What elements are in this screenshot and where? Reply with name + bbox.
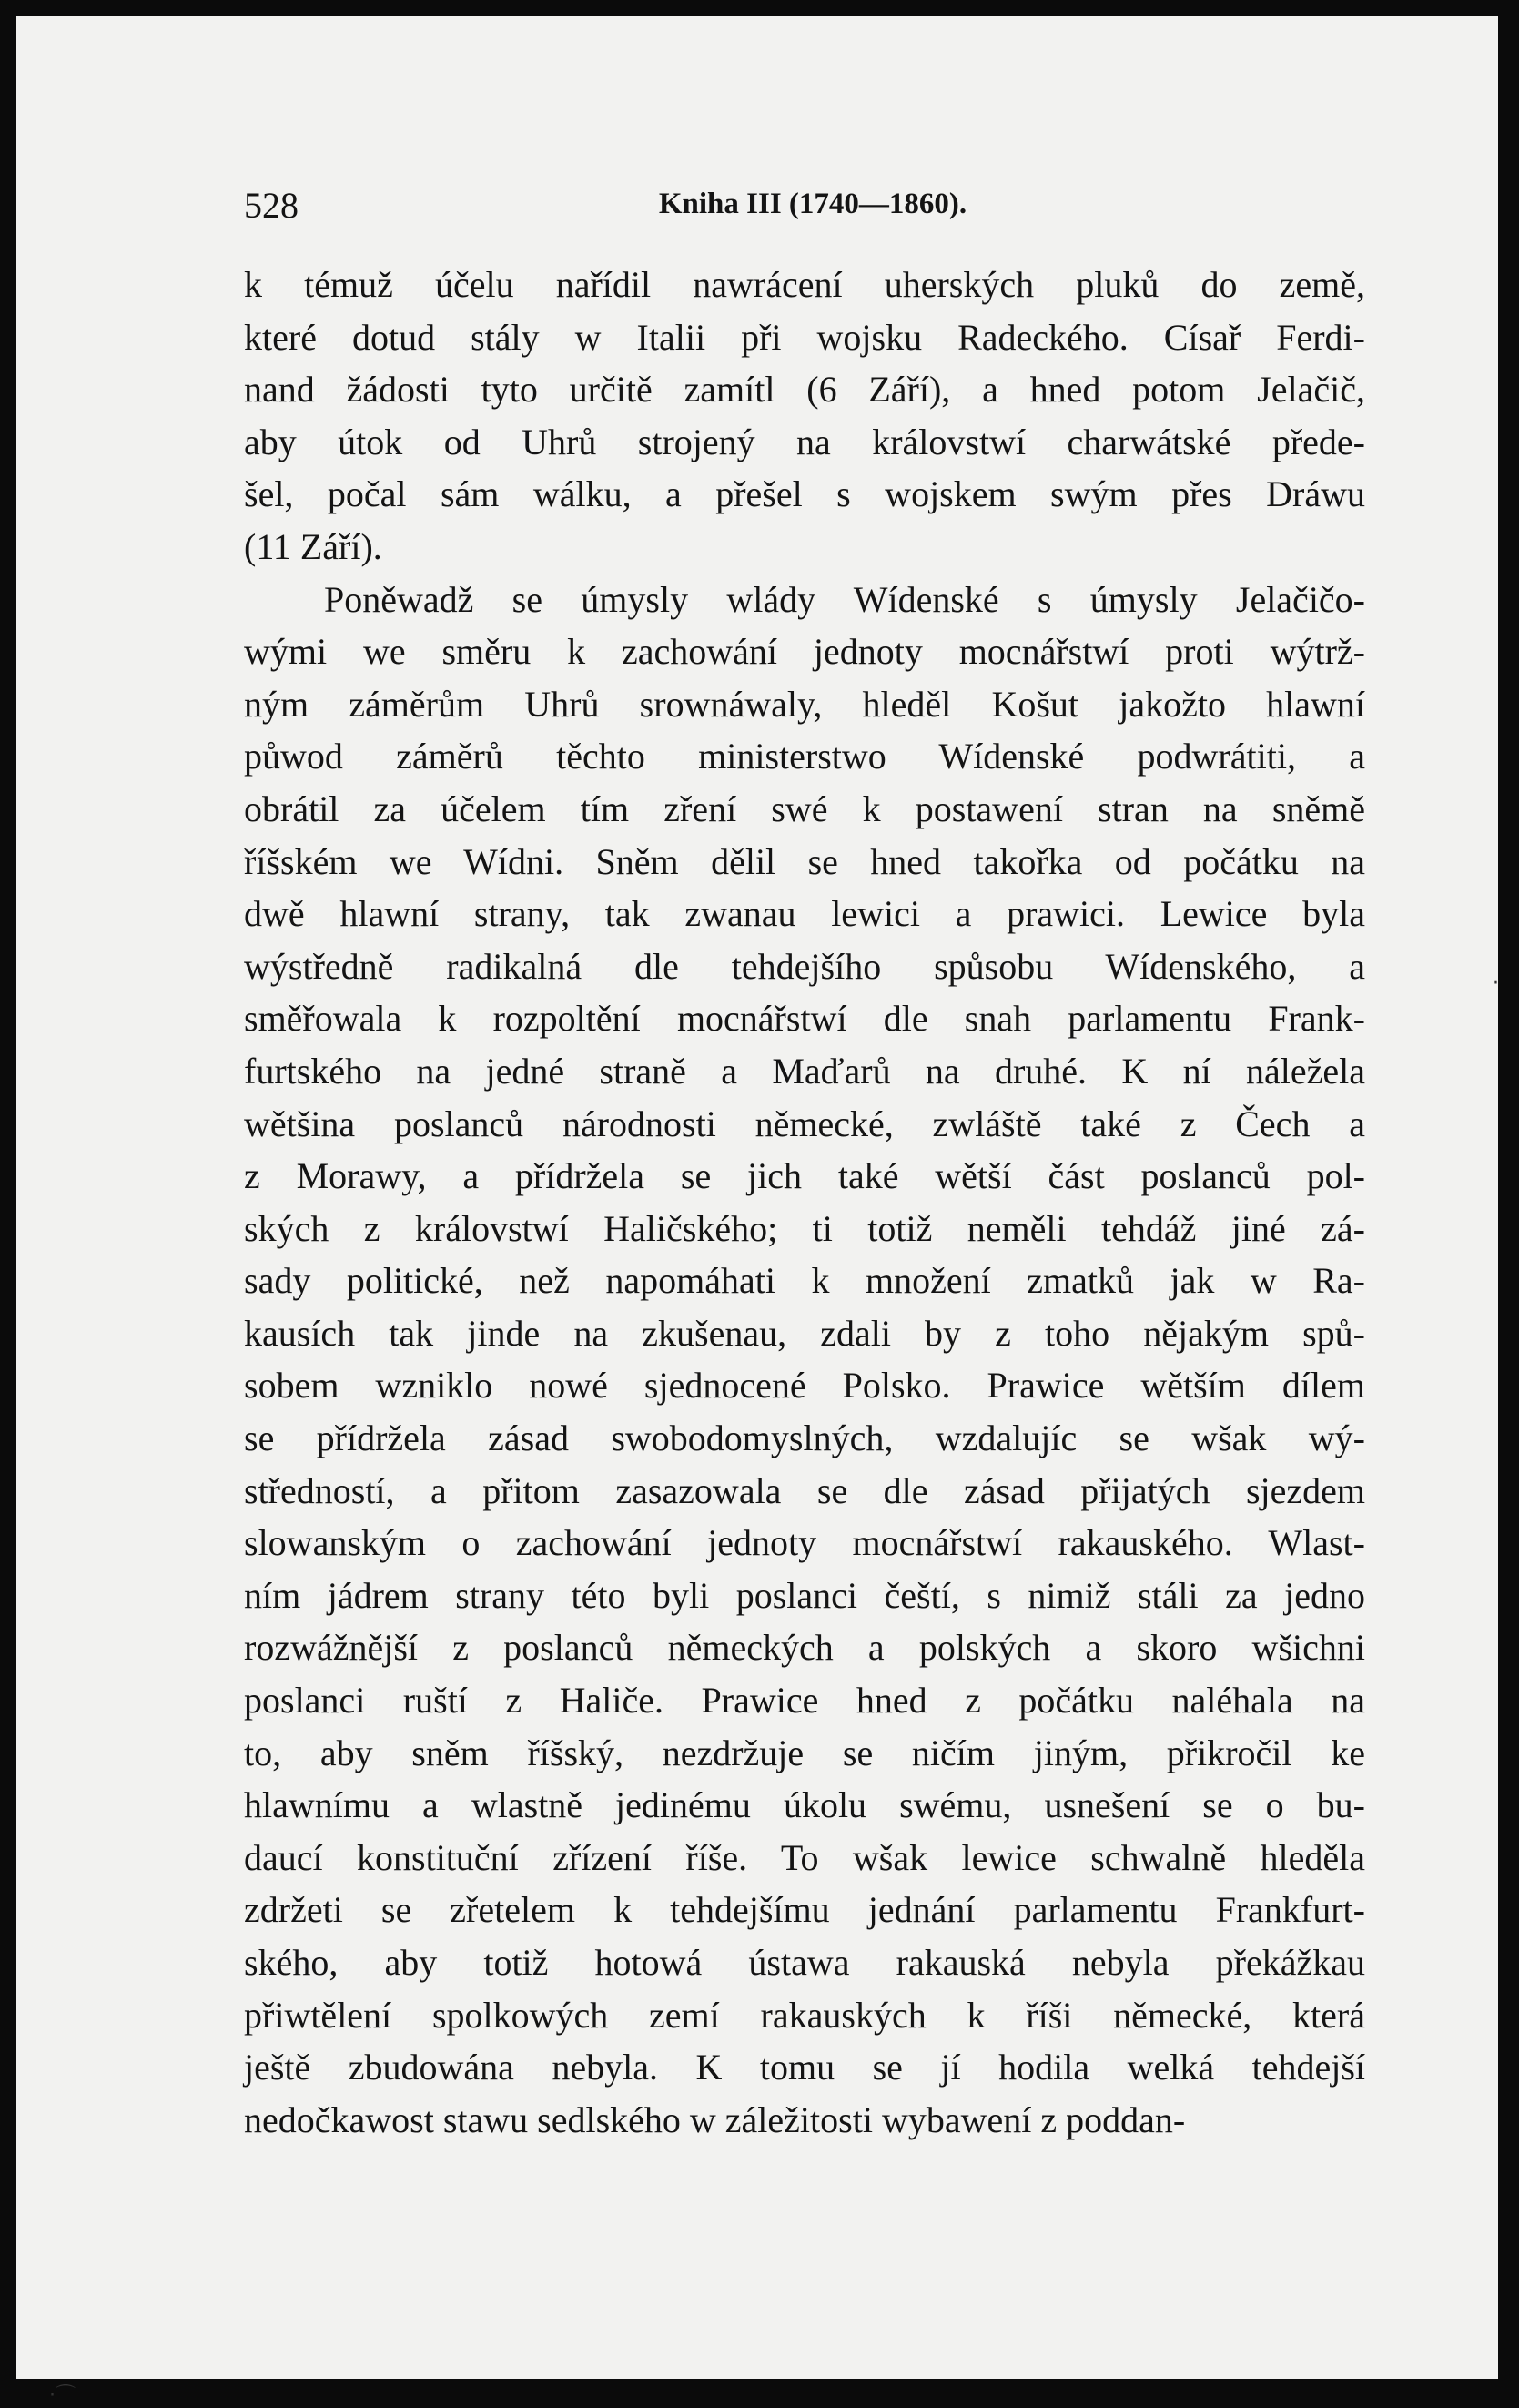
text-line: půwod záměrů těchto ministerstwo Wídenské podwrátiti, a (244, 736, 1365, 777)
text-line: wýstředně radikalná dle tehdejšího spůsobu Wídenského, a (244, 945, 1365, 987)
paragraph (244, 574, 1365, 2147)
text-line: které dotud stály w Italii při wojsku Radeckého. Císař Ferdi- (244, 316, 1365, 358)
text-line: obrátil za účelem tím zření swé k postawení stran na sněmě (244, 787, 1365, 829)
text-line: rozwážnější z poslanců německých a polských a skoro wšichni (244, 1627, 1365, 1669)
text-line: wými we směru k zachowání jednoty mocnářstwí proti wýtrž- (244, 631, 1365, 673)
text-line: ještě zbudowána nebyla. K tomu se jí hodila welká tehdejší (244, 2047, 1365, 2088)
text-line: Poněwadž se úmysly wlády Wídenské s úmysly Jelačičo- (324, 578, 1365, 620)
text-line: poslanci ruští z Haliče. Prawice hned z počátku naléhala na (244, 1680, 1365, 1722)
book-page (16, 16, 1499, 2407)
text-line: (11 Září). (244, 525, 382, 567)
text-line: nedočkawost stawu sedlského w záležitosti wybawení z poddan- (244, 2098, 1186, 2140)
text-line: sady politické, než napomáhati k množení zmatků jak w Ra- (244, 1260, 1365, 1302)
text-line: to, aby sněm říšský, nezdržuje se ničím jiným, přikročil ke (244, 1732, 1365, 1773)
page-number: 528 (244, 185, 299, 226)
text-line: středností, a přitom zasazowala se dle zásad přijatých sjezdem (244, 1469, 1365, 1511)
text-line: říšském we Wídni. Sněm dělil se hned takořka od počátku na (244, 840, 1365, 882)
text-line: k témuž účelu nařídil nawrácení uherských pluků do země, (244, 264, 1365, 305)
text-line: slowanským o zachowání jednoty mocnářstwí rakauského. Wlast- (244, 1522, 1365, 1564)
text-line: ských z královstwí Haličského; ti totiž neměli tehdáž jiné zá- (244, 1207, 1365, 1249)
text-line: sobem wzniklo nowé sjednocené Polsko. Prawice wětším dílem (244, 1365, 1365, 1407)
text-line: nand žádosti tyto určitě zamítl (6 Září), a hned potom Jelačič, (244, 369, 1365, 411)
text-line: furtského na jedné straně a Maďarů na druhé. K ní náležela (244, 1050, 1365, 1092)
text-line: aby útok od Uhrů strojený na královstwí charwátské přede- (244, 421, 1365, 462)
text-line: směřowala k rozpoltění mocnářstwí dle snah parlamentu Frank- (244, 998, 1365, 1040)
text-line: daucí konstituční zřízení říše. To wšak lewice schwalně hleděla (244, 1836, 1365, 1878)
text-line: zdržeti se zřetelem k tehdejšímu jednání parlamentu Frankfurt- (244, 1889, 1365, 1931)
text-line: přiwtělení spolkowých zemí rakauských k říši německé, která (244, 1994, 1365, 2036)
text-line: ním jádrem strany této byli poslanci čeští, s nimiž stáli za jedno (244, 1574, 1365, 1616)
body-text (244, 259, 1365, 2146)
text-line: dwě hlawní strany, tak zwanau lewici a prawici. Lewice byla (244, 893, 1365, 935)
text-line: wětšina poslanců národnosti německé, zwláště také z Čech a (244, 1102, 1365, 1144)
text-line: ského, aby totiž hotowá ústawa rakauská nebyla překážkau (244, 1942, 1365, 1983)
text-line: z Morawy, a přídržela se jich také wětší část poslanců pol- (244, 1155, 1365, 1197)
corner-mark: ·⌒ (49, 2384, 76, 2407)
running-title: Kniha III (1740—1860). (658, 188, 967, 220)
text-line: hlawnímu a wlastně jedinému úkolu swému, usnešení se o bu- (244, 1784, 1365, 1826)
text-line: kausích tak jinde na zkušenau, zdali by z toho nějakým spů- (244, 1312, 1365, 1354)
margin-speck: · (1493, 972, 1499, 995)
paragraph (244, 259, 1365, 574)
text-line: ným záměrům Uhrů srownáwaly, hleděl Košut jakožto hlawní (244, 683, 1365, 725)
page-header (244, 184, 1382, 229)
text-line: šel, počal sám wálku, a přešel s wojskem swým přes Dráwu (244, 473, 1365, 515)
text-line: se přídržela zásad swobodomyslných, wzdalujíc se wšak wý- (244, 1417, 1365, 1459)
